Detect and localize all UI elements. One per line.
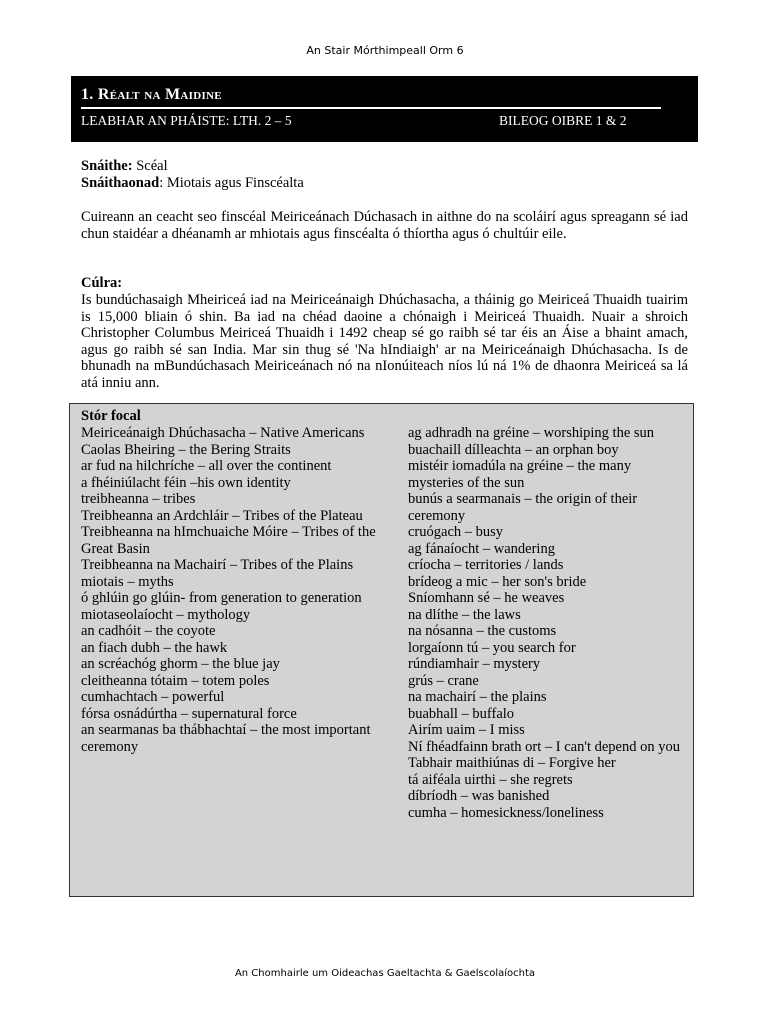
vocab-item: grús – crane bbox=[408, 672, 479, 689]
vocab-item: treibheanna – tribes bbox=[81, 491, 196, 507]
vocab-item: rúndiamhair – mystery bbox=[408, 656, 541, 672]
strand-label: Snáithe: bbox=[81, 158, 133, 174]
lesson-title: 1. Réalt na Maidine bbox=[81, 86, 222, 103]
vocab-item: cumhachtach – powerful bbox=[81, 689, 225, 705]
vocab-item: na nósanna – the customs bbox=[408, 623, 557, 639]
background-paragraph: Is bundúchasaigh Mheiriceá iad na Meiriceánaigh Dhúchasacha, a tháinig go Meiriceá Thuaidh tuairim is 15,000 bliain ó shin. Ba iad na chéad daoine a chónaigh i Meiriceá Thuaidh. Nuair a shroich Christopher Columbus Meiriceá Thuaidh i 1492 cheap sé go raibh sé tar éis an Áise a bhaint amach, agus go raibh sé san India. Mar sin thug sé 'Na hIndiaigh' ar na Meiriceánaigh Dhúchasacha. Is de bhunadh na mBundúchasach Meiriceánach nó na nIonúiteach níos lú ná 1% de dhaonra Meiriceá sa lá atá inniu ann. bbox=[81, 292, 688, 391]
vocab-item: an fiach dubh – the hawk bbox=[81, 639, 228, 656]
vocab-item: brídeog a mic – her son's bride bbox=[408, 573, 587, 590]
strand-unit-value: : Miotais agus Finscéalta bbox=[159, 175, 304, 191]
vocab-item: Treibheanna an Ardchláir – Tribes of the Plateau bbox=[81, 507, 363, 524]
vocab-item: buabhall – buffalo bbox=[408, 705, 515, 722]
vocab-item: na dlíthe – the laws bbox=[408, 606, 521, 623]
vocab-item: ar fud na hilchríche – all over the continent bbox=[81, 458, 332, 474]
vocab-item: an searmanas ba thábhachtaí – the most important ceremony bbox=[81, 722, 371, 755]
vocab-item: ag fánaíocht – wandering bbox=[408, 540, 555, 557]
vocab-item: mistéir iomadúla na gréine – the many mysteries of the sun bbox=[408, 458, 632, 491]
page-footer: An Chomhairle um Oideachas Gaeltachta & Gaelscolaíochta bbox=[234, 968, 536, 979]
vocab-item: Treibheanna na hImchuaiche Móire – Tribes of the Great Basin bbox=[81, 524, 376, 557]
vocab-item: ó ghlúin go glúin- from generation to generation bbox=[81, 590, 362, 606]
vocab-item: díbríodh – was banished bbox=[408, 788, 550, 804]
strand-unit-label: Snáithaonad bbox=[81, 175, 160, 191]
vocab-item: Tabhair maithiúnas di – Forgive her bbox=[408, 755, 616, 771]
worksheet-ref: BILEOG OIBRE 1 & 2 bbox=[499, 113, 627, 128]
vocab-item: Treibheanna na Machairí – Tribes of the Plains bbox=[81, 557, 354, 573]
vocab-item: cleitheanna tótaim – totem poles bbox=[81, 672, 270, 689]
vocab-item: cruógach – busy bbox=[408, 524, 504, 540]
vocab-item: críocha – territories / lands bbox=[408, 557, 564, 573]
vocab-item: bunús a searmanais – the origin of their ceremony bbox=[408, 491, 638, 524]
vocabulary-column-left bbox=[81, 425, 381, 755]
vocab-item: Sníomhann sé – he weaves bbox=[408, 590, 565, 606]
vocab-item: an cadhóit – the coyote bbox=[81, 623, 216, 639]
vocab-item: ag adhradh na gréine – worshiping the sun bbox=[408, 425, 655, 441]
vocab-item: fórsa osnádúrtha – supernatural force bbox=[81, 705, 297, 722]
vocab-item: Ní fhéadfainn brath ort – I can't depend on you bbox=[408, 738, 680, 755]
vocabulary-column-right bbox=[408, 425, 688, 821]
vocab-item: a fhéiniúlacht féin –his own identity bbox=[81, 474, 291, 491]
vocabulary-title: Stór focal bbox=[81, 408, 141, 424]
background-heading: Cúlra: bbox=[81, 275, 123, 291]
intro-paragraph: Cuireann an ceacht seo finscéal Meiriceánach Dúchasach in aithne do na scoláirí agus spreagann sé iad chun staidéar a dhéanamh ar mhiotais agus finscéalta ó thíortha agus ó chultúir eile. bbox=[81, 209, 688, 242]
vocab-item: tá aiféala uirthi – she regrets bbox=[408, 771, 573, 788]
lesson-title-block bbox=[71, 76, 698, 142]
book-pages: LEABHAR AN PHÁISTE: LTH. 2 – 5 bbox=[81, 113, 292, 128]
vocab-item: an scréachóg ghorm – the blue jay bbox=[81, 656, 280, 672]
vocab-item: miotaseolaíocht – mythology bbox=[81, 606, 251, 623]
vocab-item: Meiriceánaigh Dhúchasacha – Native Americans bbox=[81, 425, 365, 441]
strand-info bbox=[81, 158, 304, 192]
vocab-item: miotais – myths bbox=[81, 573, 174, 590]
vocab-item: lorgaíonn tú – you search for bbox=[408, 639, 576, 656]
vocabulary-box bbox=[69, 403, 694, 897]
vocab-item: cumha – homesickness/loneliness bbox=[408, 804, 604, 821]
vocab-item: Airím uaim – I miss bbox=[408, 722, 525, 738]
title-rule bbox=[81, 107, 661, 109]
vocab-item: Caolas Bheiring – the Bering Straits bbox=[81, 441, 291, 458]
running-header: An Stair Mórthimpeall Orm 6 bbox=[306, 44, 464, 57]
vocab-item: na machairí – the plains bbox=[408, 689, 547, 705]
vocab-item: buachaill dílleachta – an orphan boy bbox=[408, 441, 619, 458]
strand-value: Scéal bbox=[132, 158, 168, 174]
